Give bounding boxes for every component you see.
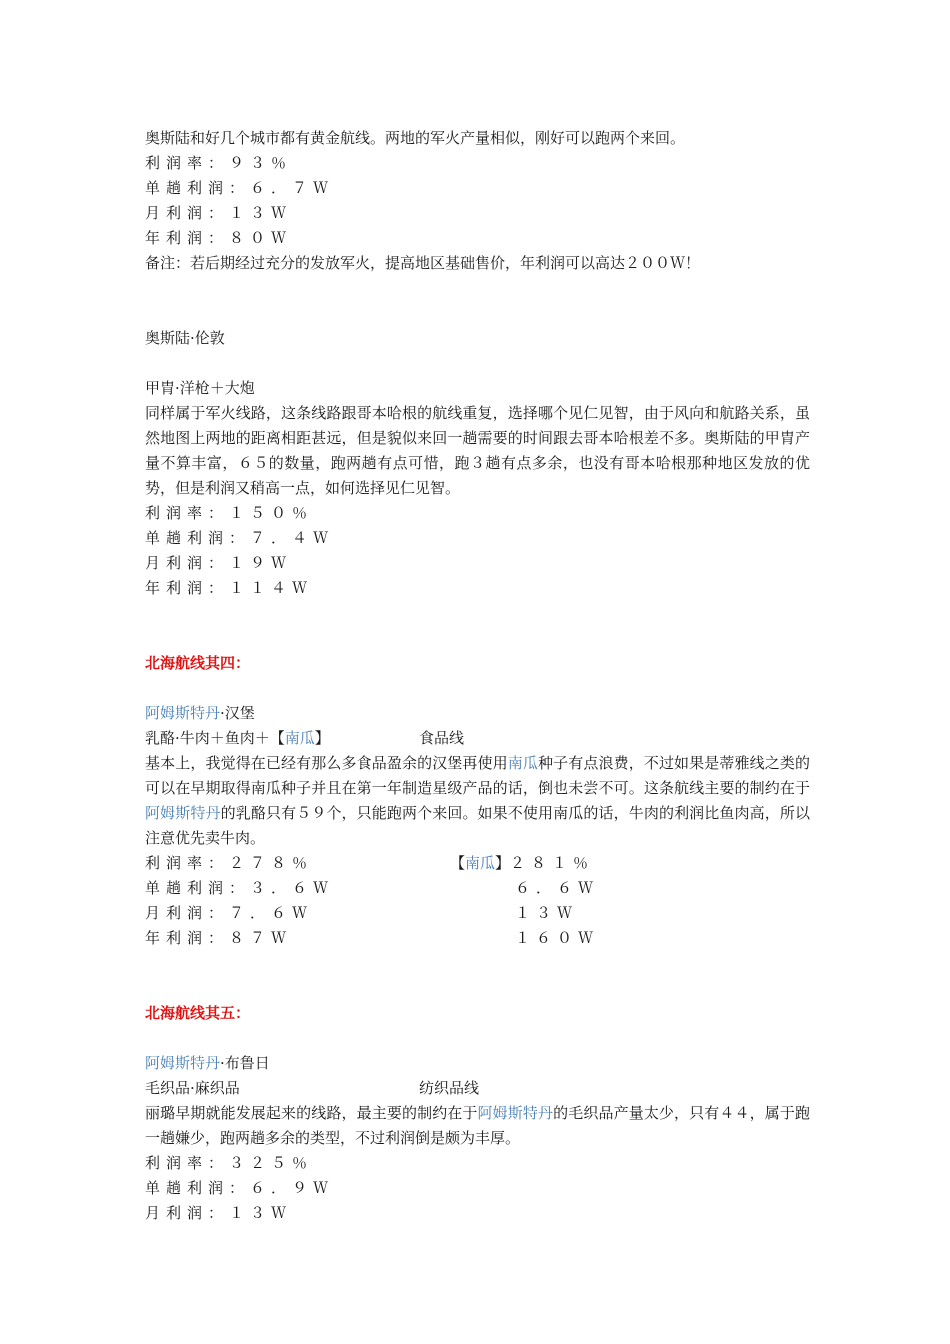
line-type: 纺织品线	[419, 1079, 480, 1097]
goods-text: 毛织品·麻织品	[145, 1079, 240, 1097]
route-rest: ·布鲁日	[220, 1054, 270, 1072]
route-title	[145, 1051, 810, 1076]
bracket: 【	[450, 854, 466, 872]
pumpkin-link[interactable]: 南瓜	[507, 754, 539, 772]
pumpkin-link[interactable]: 南瓜	[465, 854, 496, 872]
profit-rate: 利润率：９３％	[145, 154, 293, 172]
section-heading: 北海航线其四：	[145, 654, 251, 672]
pumpkin-link[interactable]: 南瓜	[284, 729, 315, 747]
single-trip-profit: 单趟利润：３．６Ｗ	[145, 879, 335, 897]
profit-rate-row	[145, 851, 810, 876]
city-link[interactable]: 阿姆斯特丹	[145, 1054, 221, 1072]
monthly-profit: 月利润：７．６Ｗ	[145, 904, 314, 922]
bracket: 】	[495, 854, 511, 872]
desc-text: 的毛织品产量太少，只有４４，属于跑一趟嫌少，跑两趟多余的类型，不过利润倒是颇为丰厚。	[145, 1104, 810, 1147]
desc-text: 的乳酪只有５９个，只能跑两个来回。如果不使用南瓜的话，牛肉的利润比鱼肉高，所以注意优先卖牛肉。	[145, 804, 810, 847]
line-type: 食品线	[419, 729, 465, 747]
annual-profit: 年利润：１１４Ｗ	[145, 579, 314, 597]
route-description: 同样属于军火线路，这条线路跟哥本哈根的航线重复，选择哪个见仁见智，由于风向和航路关系，虽然地图上两地的距离相距甚远，但是貌似来回一趟需要的时间跟去哥本哈根差不多。奥斯陆的甲胄产量不算丰富，６５的数量，跑两趟有点可惜，跑３趟有点多余，也没有哥本哈根那种地区发放的优势，但是利润又稍高一点，如何选择见仁见智。	[145, 404, 810, 497]
desc-text: 丽璐早期就能发展起来的线路，最主要的制约在于	[145, 1104, 478, 1122]
route-title	[145, 701, 810, 726]
goods-line	[145, 1076, 810, 1101]
single-trip-profit: 单趟利润：６．７Ｗ	[145, 179, 335, 197]
intro-text: 奥斯陆和好几个城市都有黄金航线。两地的军火产量相似，刚好可以跑两个来回。	[145, 129, 686, 147]
desc-text: 基本上，我觉得在已经有那么多食品盈余的汉堡再使用	[145, 754, 508, 772]
city-link[interactable]: 阿姆斯特丹	[145, 704, 221, 722]
profit-rate: 利润率：２７８％	[145, 854, 314, 872]
annual-profit: 年利润：８０Ｗ	[145, 229, 293, 247]
monthly-profit-row	[145, 901, 810, 926]
alt-single-trip-profit: ６．６Ｗ	[515, 879, 600, 897]
city-link[interactable]: 阿姆斯特丹	[145, 804, 221, 822]
city-link[interactable]: 阿姆斯特丹	[477, 1104, 554, 1122]
monthly-profit: 月利润：１３Ｗ	[145, 204, 293, 222]
single-trip-profit: 单趟利润：７．４Ｗ	[145, 529, 335, 547]
section-heading: 北海航线其五：	[145, 1004, 251, 1022]
goods-line	[145, 726, 810, 751]
alt-monthly-profit: １３Ｗ	[515, 904, 579, 922]
document-page	[145, 126, 810, 1226]
goods-line: 甲胄·洋枪＋大炮	[145, 379, 255, 397]
alt-profit-rate: ２８１％	[510, 854, 595, 872]
route-description	[145, 751, 810, 851]
note-text: 备注：若后期经过充分的发放军火，提高地区基础售价，年利润可以高达２００Ｗ！	[145, 254, 701, 272]
profit-rate: 利润率：１５０％	[145, 504, 314, 522]
alt-annual-profit: １６０Ｗ	[515, 929, 600, 947]
annual-profit-row	[145, 926, 810, 951]
monthly-profit: 月利润：１９Ｗ	[145, 554, 293, 572]
goods-suffix: 】	[314, 729, 330, 747]
profit-rate: 利润率：３２５％	[145, 1154, 314, 1172]
alt-profit-rate-label	[450, 851, 594, 876]
annual-profit: 年利润：８７Ｗ	[145, 929, 293, 947]
route-description	[145, 1101, 810, 1151]
goods-prefix: 乳酪·牛肉＋鱼肉＋【	[145, 729, 285, 747]
route-title: 奥斯陆·伦敦	[145, 329, 225, 347]
single-profit-row	[145, 876, 810, 901]
desc-text: 种子有点浪费，不过如果是蒂雅线之类的可以在早期取得南瓜种子并且在第一年制造星级产品的话，倒也未尝不可。这条航线主要的制约在于	[145, 754, 810, 797]
route-rest: ·汉堡	[220, 704, 255, 722]
monthly-profit: 月利润：１３Ｗ	[145, 1204, 293, 1222]
single-trip-profit: 单趟利润：６．９Ｗ	[145, 1179, 335, 1197]
